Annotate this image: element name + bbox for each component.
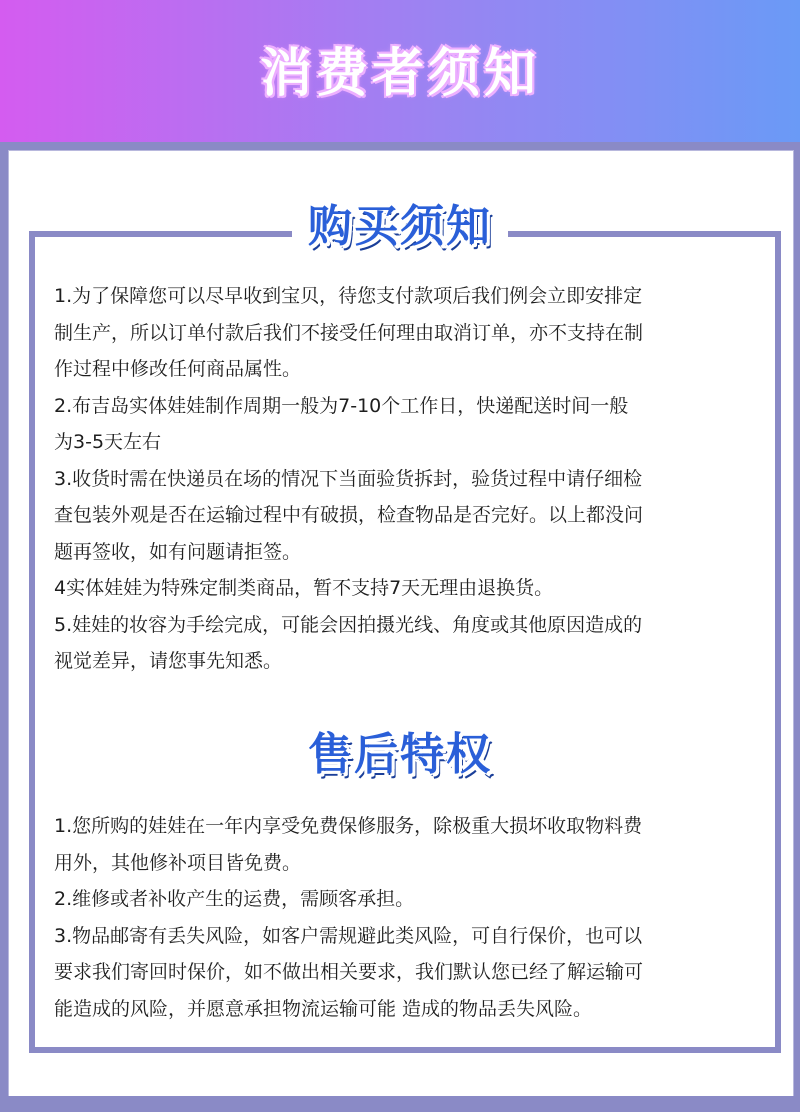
page-title: 消费者须知 <box>259 43 540 104</box>
purchase-notice-title <box>0 190 800 254</box>
purchase-line: 为3-5天左右 <box>54 431 162 453</box>
purchase-line: 作过程中修改任何商品属性。 <box>54 358 302 380</box>
bottom-strip <box>0 1096 800 1112</box>
purchase-line: 5.娃娃的妆容为手绘完成，可能会因拍摄光线、角度或其他原因造成的 <box>54 613 643 636</box>
purchase-line: 制生产，所以订单付款后我们不接受任何理由取消订单，亦不支持在制 <box>54 321 644 344</box>
header-banner <box>0 0 800 142</box>
purchase-notice-body <box>54 278 754 680</box>
purchase-line: 1.为了保障您可以尽早收到宝贝，待您支付款项后我们例会立即安排定 <box>54 285 643 307</box>
aftersale-title <box>0 718 800 782</box>
purchase-line: 2.布吉岛实体娃娃制作周期一般为7-10个工作日，快递配送时间一般 <box>54 394 629 417</box>
aftersale-line: 2.维修或者补收产生的运费，需顾客承担。 <box>54 888 415 910</box>
aftersale-line: 3.物品邮寄有丢失风险，如客户需规避此类风险，可自行保价，也可以 <box>54 924 643 947</box>
purchase-notice-title-text: 购买须知 <box>292 201 508 252</box>
aftersale-line: 用外，其他修补项目皆免费。 <box>54 851 302 874</box>
purchase-line: 视觉差异，请您事先知悉。 <box>54 650 283 672</box>
aftersale-line: 1.您所购的娃娃在一年内享受免费保修服务，除极重大损坏收取物料费 <box>54 815 643 837</box>
purchase-line: 4实体娃娃为特殊定制类商品，暂不支持7天无理由退换货。 <box>54 577 554 599</box>
aftersale-line: 要求我们寄回时保价，如不做出相关要求，我们默认您已经了解运输可 <box>54 961 644 983</box>
purchase-line: 查包装外观是否在运输过程中有破损，检查物品是否完好。以上都没问 <box>54 504 644 526</box>
aftersale-title-text: 售后特权 <box>292 729 508 780</box>
purchase-line: 题再签收，如有问题请拒签。 <box>54 540 302 563</box>
purchase-line: 3.收货时需在快递员在场的情况下当面验货拆封，验货过程中请仔细检 <box>54 467 643 490</box>
aftersale-line: 能造成的风险，并愿意承担物流运输可能 造成的物品丢失风险。 <box>54 997 593 1020</box>
aftersale-body <box>54 808 754 1027</box>
